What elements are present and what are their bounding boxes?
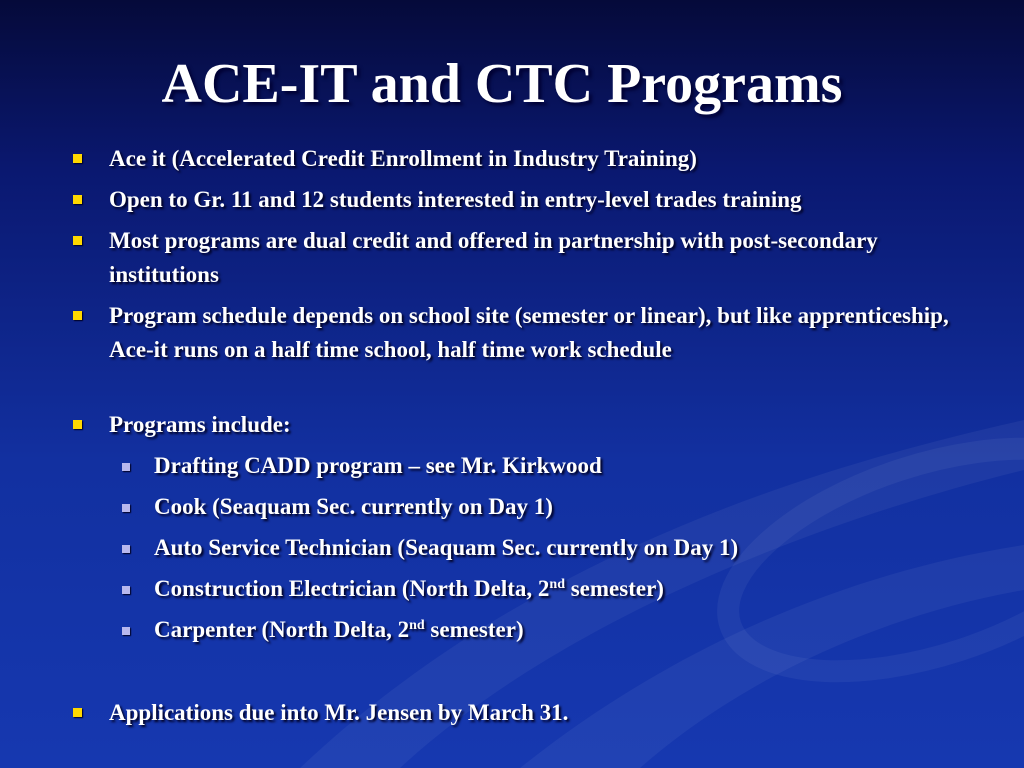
bullet-item	[109, 299, 979, 367]
slide-title: ACE-IT and CTC Programs	[161, 53, 843, 115]
sub-bullet-item	[154, 531, 994, 565]
sub-bullet-text	[154, 617, 524, 642]
square-sub-bullet-icon	[122, 627, 130, 635]
sub-bullet-text: Drafting CADD program – see Mr. Kirkwood	[154, 453, 602, 478]
square-sub-bullet-icon	[122, 463, 130, 471]
square-bullet-icon	[73, 195, 82, 204]
square-bullet-icon	[73, 420, 82, 429]
bullet-text: Program schedule depends on school site (semester or linear), but like apprenticeship, Ace-it runs on a half time school, half time work schedule	[109, 303, 949, 362]
sub-bullet-text: Cook (Seaquam Sec. currently on Day 1)	[154, 494, 553, 519]
sub-bullet-text-start: Construction Electrician (North Delta, 2	[154, 576, 550, 601]
bullet-text: Applications due into Mr. Jensen by March 31.	[109, 700, 569, 725]
ordinal-suffix: nd	[549, 577, 565, 592]
bullet-item	[109, 408, 989, 442]
bullet-text: Ace it (Accelerated Credit Enrollment in Industry Training)	[109, 146, 697, 171]
bullet-item	[109, 183, 989, 217]
bullet-item	[109, 142, 989, 176]
ordinal-suffix: nd	[409, 618, 425, 633]
square-bullet-icon	[73, 708, 82, 717]
sub-bullet-item	[154, 613, 994, 647]
bullet-text: Most programs are dual credit and offered in partnership with post-secondary institutions	[109, 228, 878, 287]
square-sub-bullet-icon	[122, 586, 130, 594]
bullet-text: Programs include:	[109, 412, 291, 437]
sub-bullet-text-end: semester)	[564, 576, 664, 601]
square-bullet-icon	[73, 236, 82, 245]
sub-bullet-text	[154, 576, 664, 601]
square-bullet-icon	[73, 311, 82, 320]
bullet-text: Open to Gr. 11 and 12 students interested in entry-level trades training	[109, 187, 802, 212]
square-sub-bullet-icon	[122, 545, 130, 553]
square-bullet-icon	[73, 154, 82, 163]
square-sub-bullet-icon	[122, 504, 130, 512]
sub-bullet-item	[154, 449, 994, 483]
bullet-item	[109, 696, 989, 730]
sub-bullet-text: Auto Service Technician (Seaquam Sec. currently on Day 1)	[154, 535, 739, 560]
sub-bullet-item	[154, 490, 994, 524]
bullet-item	[109, 224, 949, 292]
sub-bullet-text-start: Carpenter (North Delta, 2	[154, 617, 410, 642]
sub-bullet-text-end: semester)	[424, 617, 524, 642]
sub-bullet-item	[154, 572, 994, 606]
